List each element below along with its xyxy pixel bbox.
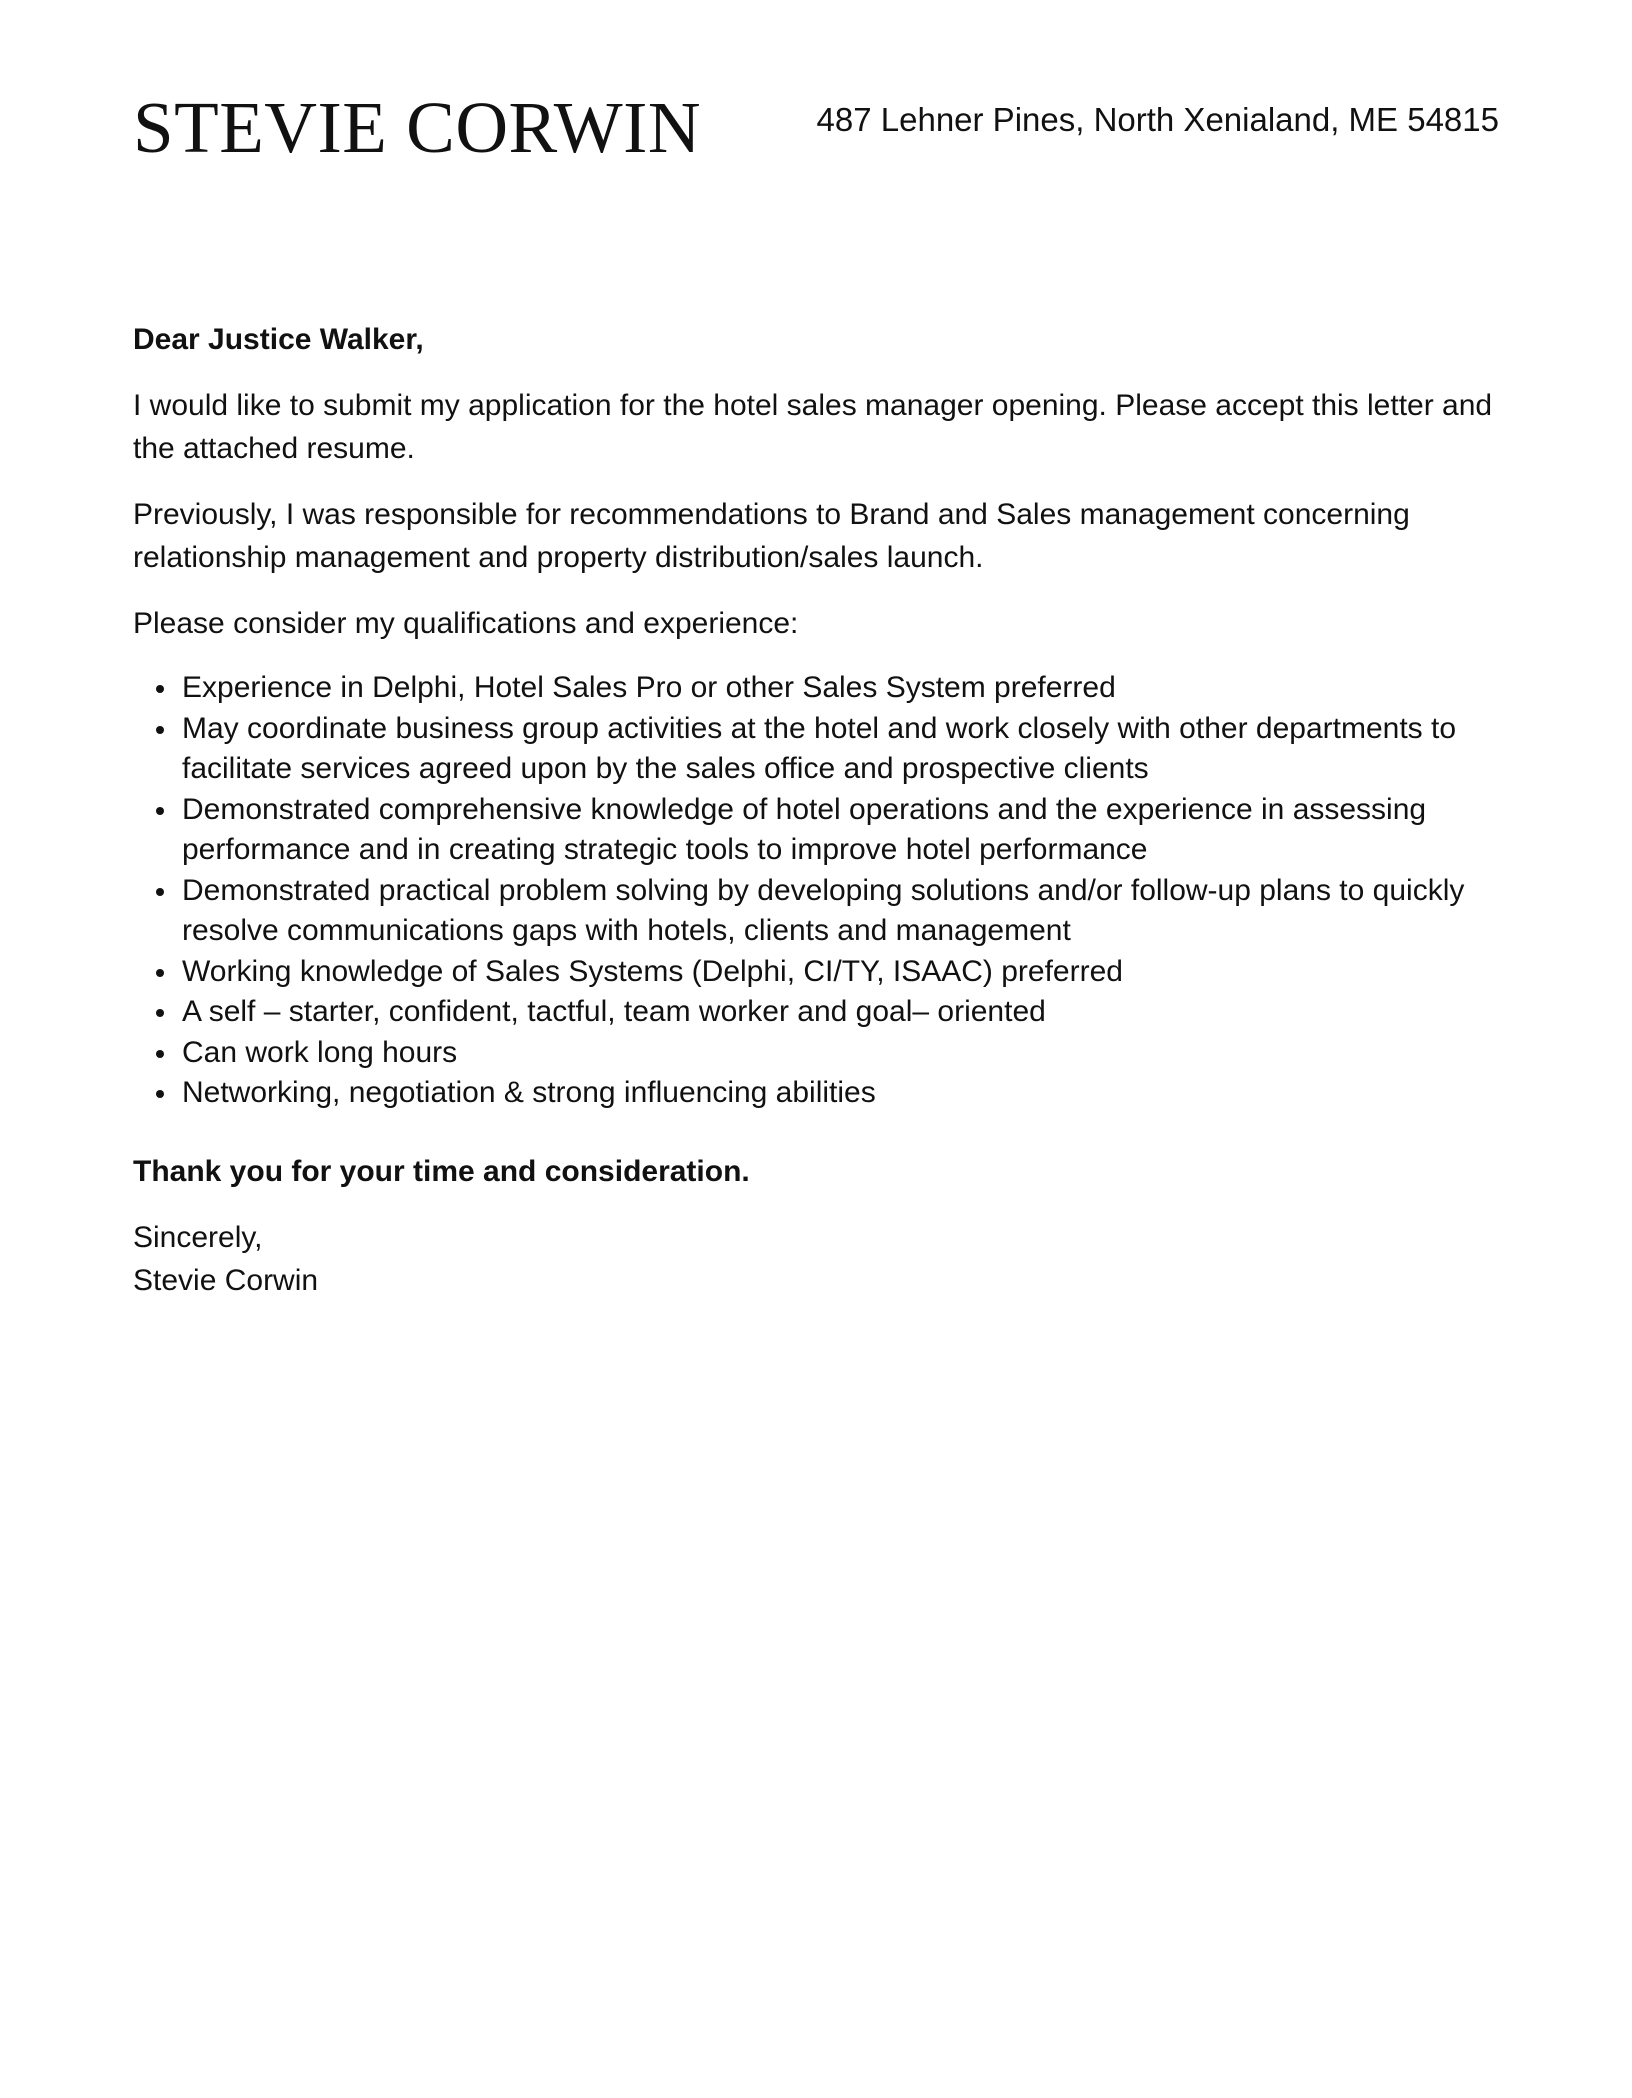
- salutation: Dear Justice Walker,: [133, 323, 424, 356]
- letter-header: [133, 86, 1499, 176]
- list-item: Working knowledge of Sales Systems (Delphi, CI/TY, ISAAC) preferred: [133, 952, 1501, 993]
- qualifications-list: [133, 668, 1501, 1114]
- applicant-name: STEVIE CORWIN: [133, 87, 702, 168]
- signature-name: Stevie Corwin: [133, 1263, 319, 1297]
- list-item: May coordinate business group activities at the hotel and work closely with other departments to facilitate services agreed upon by the sales office and prospective clients: [133, 709, 1501, 790]
- list-item: Demonstrated practical problem solving by developing solutions and/or follow-up plans to quickly resolve communications gaps with hotels, clients and management: [133, 871, 1501, 952]
- list-item: Demonstrated comprehensive knowledge of hotel operations and the experience in assessing performance and in creating strategic tools to improve hotel performance: [133, 790, 1501, 871]
- paragraph-qualifications-lead: Please consider my qualifications and experience:: [133, 607, 799, 640]
- list-item: Experience in Delphi, Hotel Sales Pro or other Sales System preferred: [133, 668, 1501, 709]
- letter-body: [133, 318, 1501, 1325]
- paragraph-experience: Previously, I was responsible for recommendations to Brand and Sales management concerning relationship management and property distribution/sales launch.: [133, 498, 1410, 574]
- paragraph-intro: I would like to submit my application for the hotel sales manager opening. Please accept this letter and the attached resume.: [133, 389, 1493, 465]
- closing-block: [133, 1216, 1501, 1302]
- applicant-address: 487 Lehner Pines, North Xenialand, ME 54815: [816, 101, 1499, 138]
- closing-phrase: Sincerely,: [133, 1220, 263, 1254]
- list-item: Can work long hours: [133, 1033, 1501, 1074]
- thank-you-line: Thank you for your time and consideration.: [133, 1154, 750, 1188]
- list-item: Networking, negotiation & strong influencing abilities: [133, 1073, 1501, 1114]
- list-item: A self – starter, confident, tactful, team worker and goal– oriented: [133, 992, 1501, 1033]
